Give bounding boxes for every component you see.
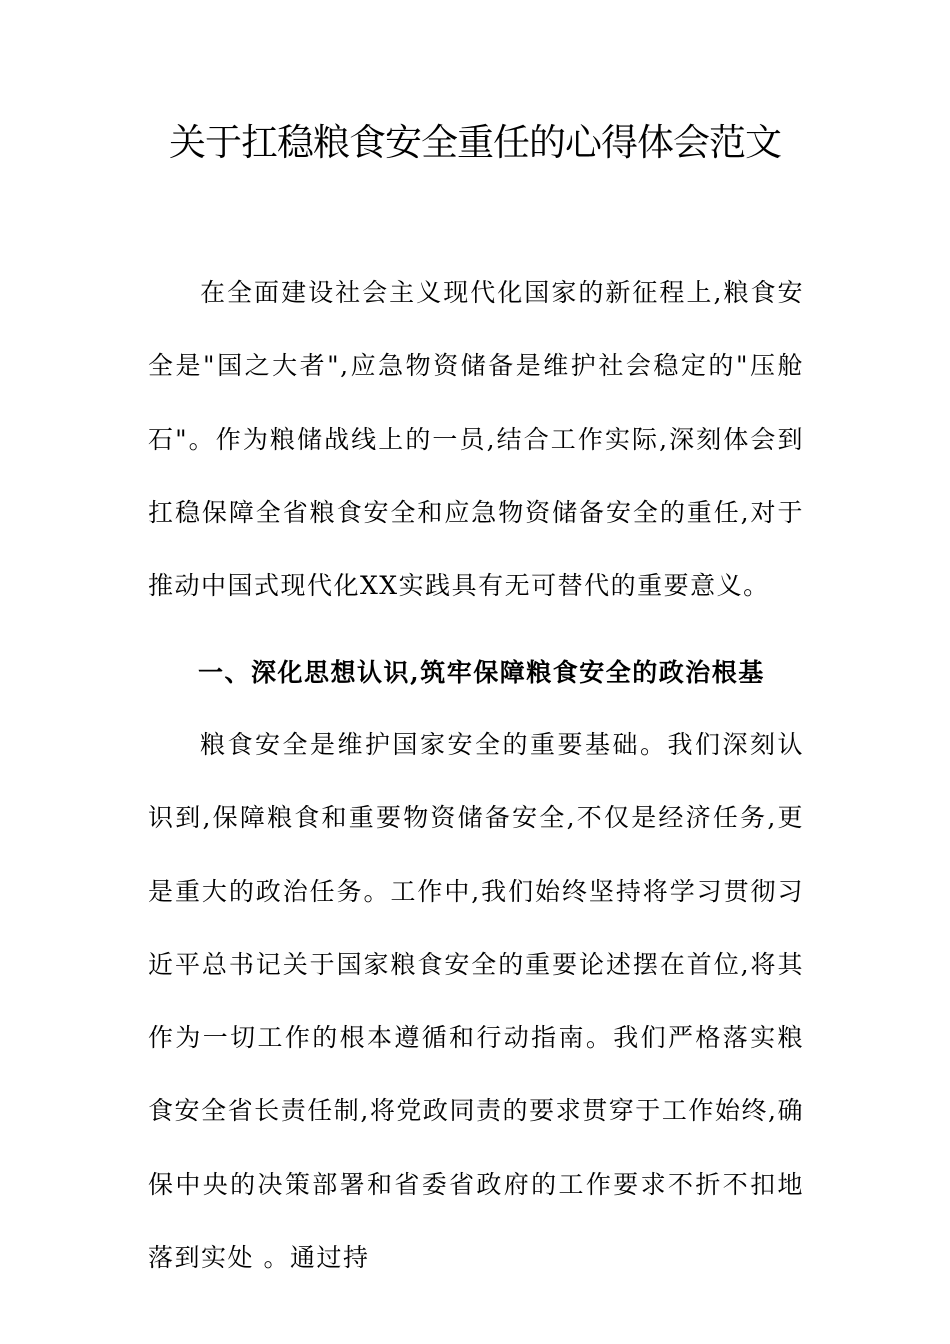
section-paragraph: 粮食安全是维护国家安全的重要基础。我们深刻认识到,保障粮食和重要物资储备安全,不仅是经济任务,更是重大的政治任务。工作中,我们始终坚持将学习贯彻习近平总书记关于国家粮食安全的重要论述摆在首位,将其作为一切工作的根本遵循和行动指南。我们严格落实粮食安全省长责任制,将党政同责的要求贯穿于工作始终,确保中央的决策部署和省委省政府的工作要求不折不扣地落到实处 。通过持	[148, 730, 804, 1273]
document-title: 关于扛稳粮食安全重任的心得体会范文	[169, 121, 781, 164]
intro-paragraph: 在全面建设社会主义现代化国家的新征程上,粮食安全是"国之大者",应急物资储备是维护社会稳定的"压舱石"。作为粮储战线上的一员,结合工作实际,深刻体会到扛稳保障全省粮食安全和应急物资储备安全的重任,对于推动中国式现代化XX实践具有无可替代的重要意义。	[148, 278, 804, 601]
section-heading: 一、深化思想认识,筑牢保障粮食安全的政治根基	[198, 658, 765, 687]
